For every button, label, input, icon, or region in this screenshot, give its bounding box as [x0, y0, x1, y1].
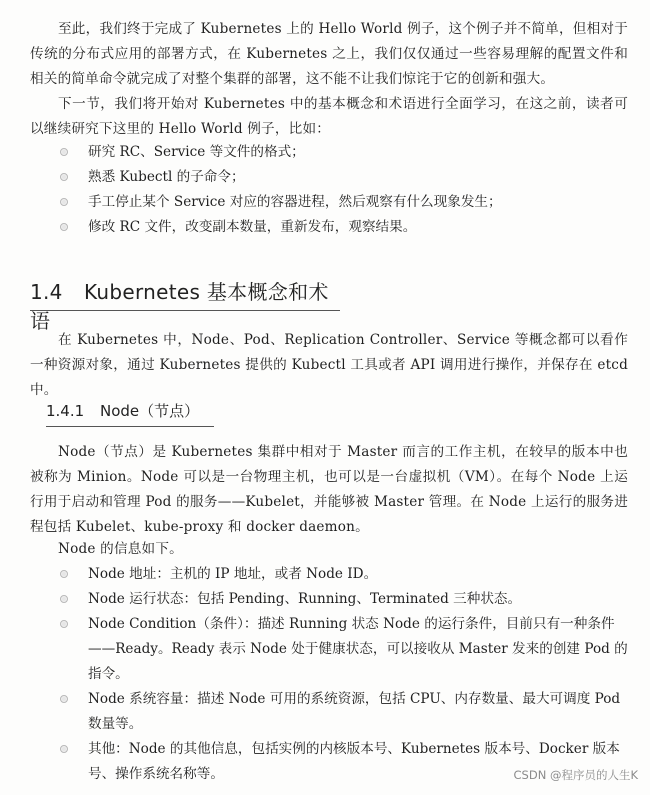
- bullet-icon: [60, 148, 68, 156]
- list-item: 手工停止某个 Service 对应的容器进程，然后观察有什么现象发生；: [60, 190, 628, 215]
- bullet-icon: [60, 223, 68, 231]
- bullet-icon: [60, 595, 68, 603]
- section-heading: [30, 276, 340, 333]
- bullet-icon: [60, 198, 68, 206]
- intro-paragraph-2: 下一节，我们将开始对 Kubernetes 中的基本概念和术语进行全面学习，在这之前，读者可以继续研究下这里的 Hello World 例子，比如：: [30, 96, 628, 137]
- bullet-icon: [60, 173, 68, 181]
- list-item: Node 地址：主机的 IP 地址，或者 Node ID。: [60, 562, 628, 587]
- list-item: 研究 RC、Service 等文件的格式；: [60, 140, 628, 165]
- intro-bullet-list: [60, 140, 628, 240]
- bullet-icon: [60, 745, 68, 753]
- section-number: 1.4: [30, 280, 63, 304]
- subsection-title: Node（节点）: [100, 402, 200, 420]
- subsection-heading: [46, 400, 214, 427]
- node-info-list: [60, 562, 628, 787]
- subsection-number: 1.4.1: [46, 402, 85, 420]
- list-item: Node Condition（条件）：描述 Running 状态 Node 的运行条件，目前只有一种条件——Ready。Ready 表示 Node 处于健康状态，可以接收从 Master 发来的创建 Pod 的指令。: [60, 612, 628, 687]
- list-item: Node 运行状态：包括 Pending、Running、Terminated 三种状态。: [60, 587, 628, 612]
- section-paragraph: 在 Kubernetes 中，Node、Pod、Replication Controller、Service 等概念都可以看作一种资源对象，通过 Kubernetes 提供的 Kubectl 工具或者 API 调用进行操作，并保存在 etcd 中。: [30, 332, 628, 398]
- list-item: Node 系统容量：描述 Node 可用的系统资源，包括 CPU、内存数量、最大可调度 Pod 数量等。: [60, 687, 628, 737]
- list-item: 修改 RC 文件，改变副本数量，重新发布，观察结果。: [60, 215, 628, 240]
- node-paragraph: Node（节点）是 Kubernetes 集群中相对于 Master 而言的工作主机，在较早的版本中也被称为 Minion。Node 可以是一台物理主机，也可以是一台虚拟机（VM）。在每个 Node 上运行用于启动和管理 Pod 的服务——Kubelet，并能够被 Master 管理。在 Node 上运行的服务进程包括 Kubelet、kube-proxy 和 docker daemon。: [30, 444, 628, 535]
- bullet-icon: [60, 620, 68, 628]
- list-item: 其他：Node 的其他信息，包括实例的内核版本号、Kubernetes 版本号、Docker 版本号、操作系统名称等。: [60, 737, 628, 787]
- csdn-watermark: CSDN @程序员的人生K: [513, 768, 638, 782]
- bullet-icon: [60, 570, 68, 578]
- section-title: Kubernetes 基本概念和术语: [30, 280, 329, 333]
- list-item: 熟悉 Kubectl 的子命令；: [60, 165, 628, 190]
- intro-paragraph-1: 至此，我们终于完成了 Kubernetes 上的 Hello World 例子，这个例子并不简单，但相对于传统的分布式应用的部署方式，在 Kubernetes 之上，我们仅仅通过一些容易理解的配置文件和相关的简单命令就完成了对整个集群的部署，这不能不让我们惊诧于它的创新和强大。: [30, 21, 628, 87]
- bullet-icon: [60, 695, 68, 703]
- node-info-intro: Node 的信息如下。: [58, 541, 183, 557]
